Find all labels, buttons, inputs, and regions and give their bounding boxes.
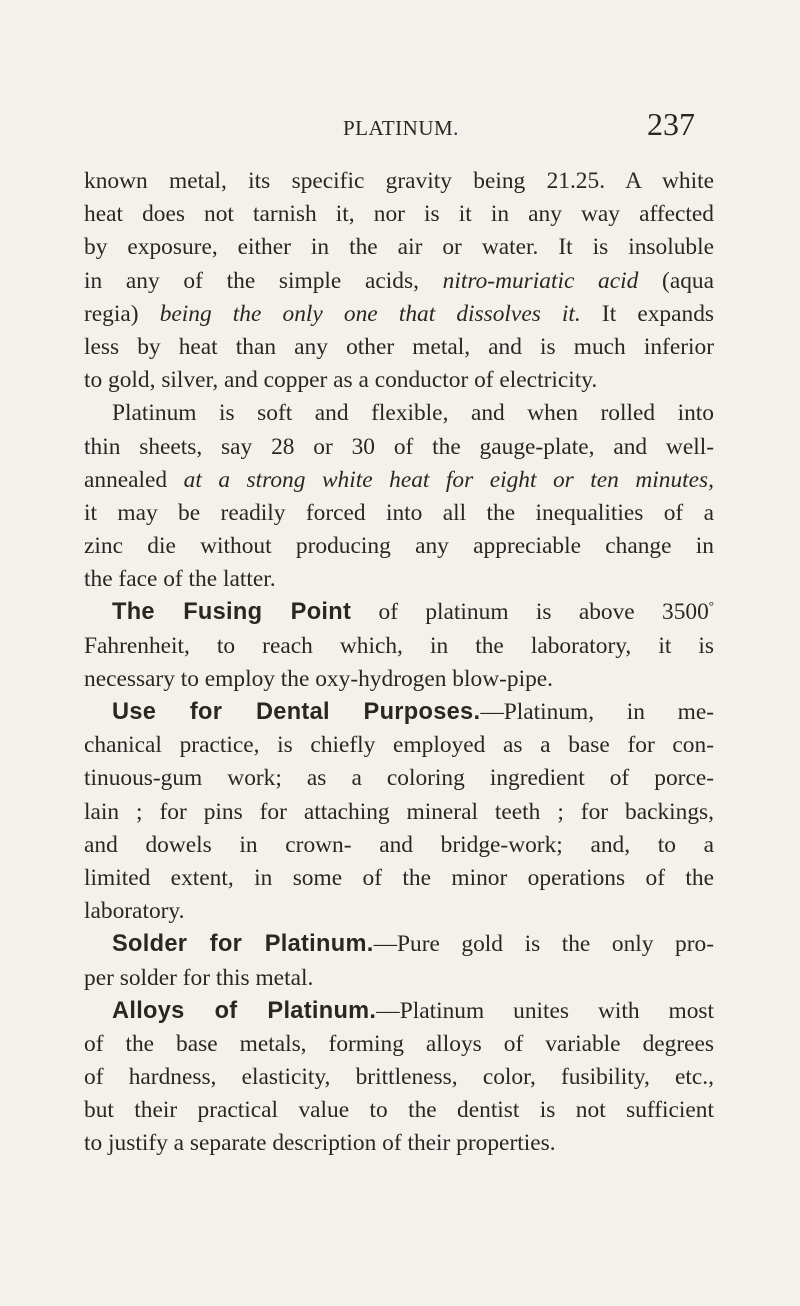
text-line: by exposure, either in the air or water. It is insoluble [84, 234, 714, 261]
text-run: —Pure gold is the only pro- [373, 931, 714, 958]
section-heading-dental-purposes: Use for Dental Purposes. [112, 699, 481, 725]
text-line: the face of the latter. [84, 566, 276, 593]
italic-emphasis: at a strong white heat for eight or ten minutes, [183, 466, 714, 493]
text-line: less by heat than any other metal, and is much inferior [84, 333, 714, 360]
text-run: —Platinum, in me- [480, 699, 715, 725]
text-line: of the base metals, forming alloys of variable degrees [84, 1030, 714, 1057]
section-heading-alloys: Alloys of Platinum. [112, 997, 377, 1024]
text-line [84, 298, 714, 331]
text-run: annealed [84, 466, 184, 493]
text-line: of hardness, elasticity, brittleness, color, fusibility, etc., [84, 1064, 714, 1091]
running-head [0, 106, 800, 146]
text-line: it may be readily forced into all the inequalities of a [84, 499, 714, 526]
text-run: in any of the simple acids, [84, 267, 443, 294]
text-line: and dowels in crown- and bridge-work; and, to a [84, 831, 714, 858]
body-text [84, 165, 714, 1161]
section-heading-fusing-point: The Fusing Point [112, 599, 352, 626]
text-run: —Platinum unites with most [376, 997, 714, 1024]
text-line: chanical practice, is chiefly employed as a base for con- [84, 732, 714, 759]
text-line: per solder for this metal. [84, 964, 314, 991]
text-line: lain ; for pins for attaching mineral teeth ; for backings, [84, 798, 714, 825]
text-line [84, 265, 714, 298]
italic-term: nitro-muriatic acid [442, 267, 639, 294]
text-run: It expands [580, 300, 715, 327]
text-line: tinuous-gum work; as a coloring ingredient of porce- [84, 765, 714, 792]
text-line: zinc die without producing any appreciable change in [84, 533, 714, 560]
text-line: heat does not tarnish it, nor is it in any way affected [84, 201, 714, 228]
text-line: thin sheets, say 28 or 30 of the gauge-plate, and well- [84, 433, 714, 460]
section-heading-solder: Solder for Platinum. [112, 931, 374, 958]
text-line: necessary to employ the oxy-hydrogen blow-pipe. [84, 665, 553, 692]
text-line: laboratory. [84, 898, 185, 925]
text-line: limited extent, in some of the minor operations of the [84, 864, 714, 891]
running-head-title: PLATINUM. [343, 116, 459, 140]
text-run: (aqua [638, 267, 714, 294]
text-line [84, 596, 714, 629]
text-run: of platinum is above 3500 [351, 599, 709, 626]
text-line: but their practical value to the dentist is not sufficient [84, 1097, 714, 1124]
text-line: to gold, silver, and copper as a conductor of electricity. [84, 367, 598, 394]
text-run: regia) [84, 300, 160, 327]
italic-emphasis: being the only one that dissolves it. [159, 300, 581, 327]
text-line [84, 464, 714, 497]
text-line [84, 928, 714, 961]
page-number: 237 [647, 106, 695, 142]
degree-sign: ° [708, 598, 714, 614]
text-line: to justify a separate description of their properties. [84, 1130, 556, 1157]
text-line: Platinum is soft and flexible, and when rolled into [112, 400, 714, 427]
text-line: Fahrenheit, to reach which, in the laboratory, it is [84, 632, 714, 659]
text-line [84, 995, 714, 1028]
text-line [84, 696, 714, 729]
text-line: known metal, its specific gravity being 21.25. A white [84, 168, 714, 194]
